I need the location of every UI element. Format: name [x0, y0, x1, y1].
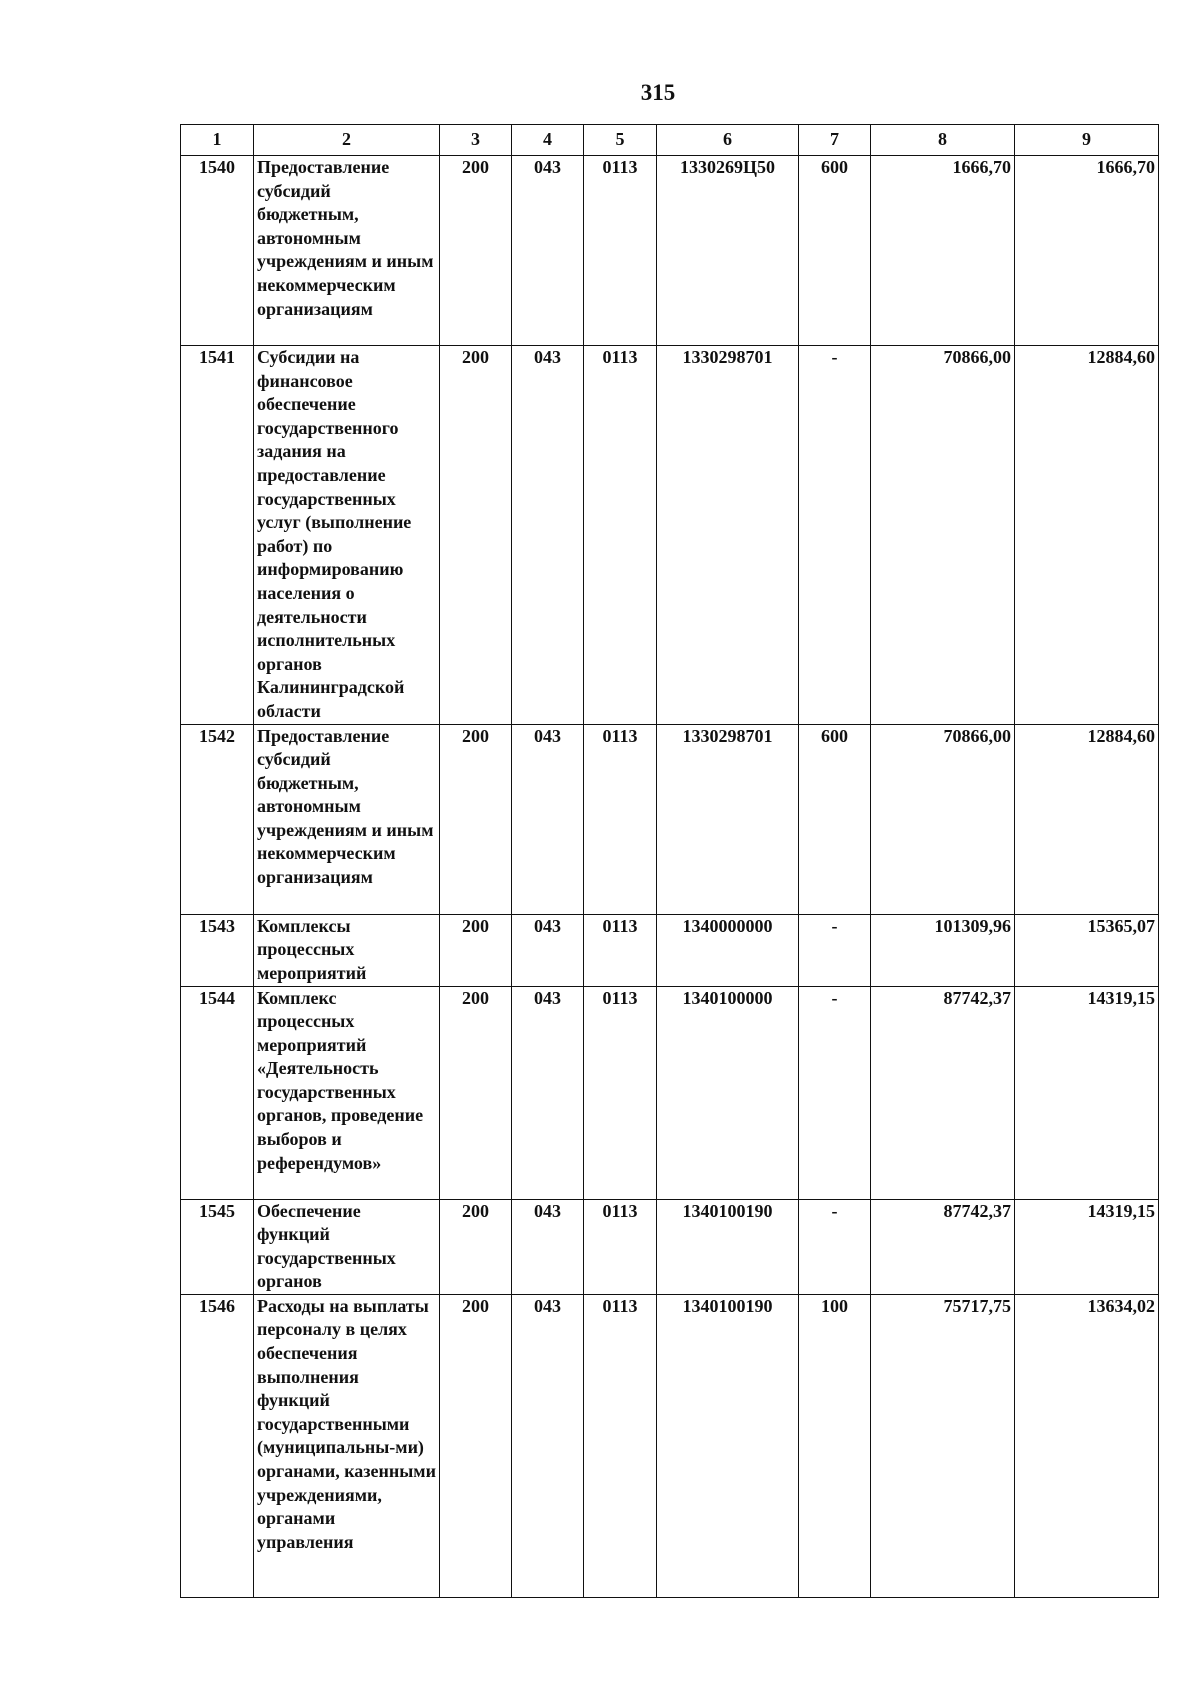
table-row: [181, 1199, 1159, 1294]
code-cell: 600: [799, 724, 871, 914]
code-cell: 1340100190: [657, 1199, 799, 1294]
amount-cell: 75717,75: [871, 1294, 1015, 1597]
code-cell: 1340000000: [657, 914, 799, 986]
code-cell: 200: [440, 914, 512, 986]
column-header: 8: [871, 125, 1015, 156]
code-cell: -: [799, 346, 871, 725]
amount-cell: 12884,60: [1015, 724, 1159, 914]
table-row: [181, 346, 1159, 725]
column-header: 2: [254, 125, 440, 156]
code-cell: 200: [440, 156, 512, 346]
code-cell: 1340100000: [657, 986, 799, 1199]
amount-cell: 12884,60: [1015, 346, 1159, 725]
code-cell: 043: [512, 914, 584, 986]
amount-cell: 87742,37: [871, 1199, 1015, 1294]
code-cell: 043: [512, 346, 584, 725]
code-cell: 0113: [584, 346, 657, 725]
amount-cell: 14319,15: [1015, 1199, 1159, 1294]
code-cell: 043: [512, 986, 584, 1199]
amount-cell: 13634,02: [1015, 1294, 1159, 1597]
budget-table: [180, 124, 1159, 1598]
code-cell: 0113: [584, 1294, 657, 1597]
row-description: Комплексы процессных мероприятий: [254, 914, 440, 986]
code-cell: 1330269Ц50: [657, 156, 799, 346]
row-number: 1544: [181, 986, 254, 1199]
column-header: 5: [584, 125, 657, 156]
code-cell: 200: [440, 986, 512, 1199]
code-cell: 0113: [584, 914, 657, 986]
table-row: [181, 724, 1159, 914]
code-cell: -: [799, 1199, 871, 1294]
amount-cell: 15365,07: [1015, 914, 1159, 986]
code-cell: 1340100190: [657, 1294, 799, 1597]
header-row: [181, 125, 1159, 156]
code-cell: -: [799, 986, 871, 1199]
code-cell: 200: [440, 346, 512, 725]
column-header: 9: [1015, 125, 1159, 156]
table-row: [181, 986, 1159, 1199]
amount-cell: 70866,00: [871, 724, 1015, 914]
code-cell: 1330298701: [657, 724, 799, 914]
column-header: 4: [512, 125, 584, 156]
code-cell: 0113: [584, 156, 657, 346]
row-description: Предоставление субсидий бюджетным, автономным учреждениям и иным некоммерческим организациям: [254, 724, 440, 914]
row-description: Комплекс процессных мероприятий «Деятельность государственных органов, проведение выборов и референдумов»: [254, 986, 440, 1199]
code-cell: 043: [512, 724, 584, 914]
code-cell: 043: [512, 1294, 584, 1597]
amount-cell: 14319,15: [1015, 986, 1159, 1199]
amount-cell: 70866,00: [871, 346, 1015, 725]
amount-cell: 101309,96: [871, 914, 1015, 986]
code-cell: 100: [799, 1294, 871, 1597]
code-cell: 043: [512, 1199, 584, 1294]
row-description: Обеспечение функций государственных органов: [254, 1199, 440, 1294]
code-cell: 043: [512, 156, 584, 346]
row-description: Субсидии на финансовое обеспечение государственного задания на предоставление государственных услуг (выполнение работ) по информированию населения о деятельности исполнительных органов Калининградской области: [254, 346, 440, 725]
code-cell: 0113: [584, 724, 657, 914]
code-cell: 200: [440, 724, 512, 914]
row-description: Расходы на выплаты персоналу в целях обеспечения выполнения функций государственными (муниципальны-ми) органами, казенными учреждениями, органами управления: [254, 1294, 440, 1597]
amount-cell: 87742,37: [871, 986, 1015, 1199]
code-cell: 0113: [584, 1199, 657, 1294]
table-row: [181, 156, 1159, 346]
code-cell: 200: [440, 1294, 512, 1597]
amount-cell: 1666,70: [1015, 156, 1159, 346]
column-header: 3: [440, 125, 512, 156]
row-number: 1540: [181, 156, 254, 346]
row-number: 1541: [181, 346, 254, 725]
code-cell: 600: [799, 156, 871, 346]
row-description: Предоставление субсидий бюджетным, автономным учреждениям и иным некоммерческим организациям: [254, 156, 440, 346]
code-cell: 0113: [584, 986, 657, 1199]
row-number: 1546: [181, 1294, 254, 1597]
code-cell: -: [799, 914, 871, 986]
row-number: 1542: [181, 724, 254, 914]
amount-cell: 1666,70: [871, 156, 1015, 346]
page-number: 315: [640, 80, 676, 105]
column-header: 6: [657, 125, 799, 156]
table-row: [181, 1294, 1159, 1597]
table-row: [181, 914, 1159, 986]
column-header: 1: [181, 125, 254, 156]
code-cell: 200: [440, 1199, 512, 1294]
code-cell: 1330298701: [657, 346, 799, 725]
column-header: 7: [799, 125, 871, 156]
row-number: 1545: [181, 1199, 254, 1294]
row-number: 1543: [181, 914, 254, 986]
